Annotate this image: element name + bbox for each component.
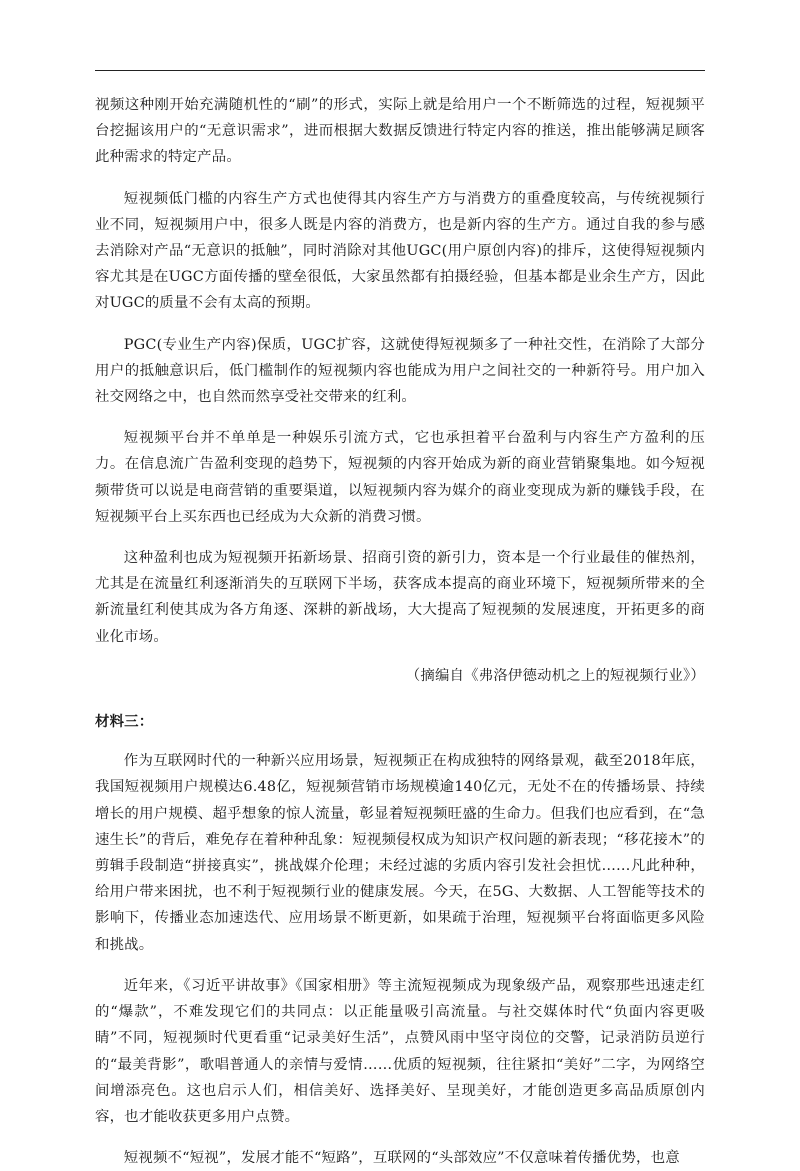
paragraph: 作为互联网时代的一种新兴应用场景，短视频正在构成独特的网络景观，截至2018年底，我国短视频用户规模达6.48亿，短视频营销市场规模逾140亿元，无处不在的传播场景、持续增长的用户规模、超乎想象的惊人流量，彰显着短视频旺盛的生命力。但我们也应看到，在“急速生长”的背后，难免存在着种种乱象：短视频侵权成为知识产权问题的新表现；“移花接木”的剪辑手段制造“拼接真实”，挑战媒介伦理；未经过滤的劣质内容引发社会担忧……凡此种种，给用户带来困扰，也不利于短视频行业的健康发展。今天，在5G、大数据、人工智能等技术的影响下，传播业态加速迭代、应用场景不断更新，如果疏于治理，短视频平台将面临更多风险和挑战。 bbox=[95, 753, 705, 953]
paragraph: 这种盈利也成为短视频开拓新场景、招商引资的新引力，资本是一个行业最佳的催热剂，尤其是在流量红利逐渐消失的互联网下半场，获客成本提高的商业环境下，短视频所带来的全新流量红利使其成为各方角逐、深耕的新战场，大大提高了短视频的发展速度，开拓更多的商业化市场。 bbox=[95, 550, 705, 645]
paragraph: 近年来，《习近平讲故事》《国家相册》等主流短视频成为现象级产品，观察那些迅速走红的“爆款”，不难发现它们的共同点：以正能量吸引高流量。与社交媒体时代“负面内容更吸睛”不同，短视频时代更看重“记录美好生活”，点赞风雨中坚守岗位的交警，记录消防员逆行的“最美背影”，歌唱普通人的亲情与爱情……优质的短视频，往往紧扣“美好”二字，为网络空间增添亮色。这也启示人们，相信美好、选择美好、呈现美好，才能创造更多高品质原创内容，也才能收获更多用户点赞。 bbox=[95, 977, 705, 1125]
paragraph: 短视频低门槛的内容生产方式也使得其内容生产方与消费方的重叠度较高，与传统视频行业不同，短视频用户中，很多人既是内容的消费方，也是新内容的生产方。通过自我的参与感去消除对产品“无意识的抵触”，同时消除对其他UGC(用户原创内容)的排斥，这使得短视频内容尤其是在UGC方面传播的壁垒很低，大家虽然都有拍摄经验，但基本都是业余生产方，因此对UGC的质量不会有太高的预期。 bbox=[95, 190, 705, 312]
paragraph-continued: 视频这种刚开始充满随机性的“刷”的形式，实际上就是给用户一个不断筛选的过程，短视频平台挖掘该用户的“无意识需求”，进而根据大数据反馈进行特定内容的推送，推出能够满足顾客此种需求的特定产品。 bbox=[95, 97, 705, 166]
document-body bbox=[95, 92, 705, 1171]
source-citation: （摘编自《弗洛伊德动机之上的短视频行业》） bbox=[405, 667, 705, 684]
paragraph-truncated: 短视频不“短视”，发展才能不“短路”，互联网的“头部效应”不仅意味着传播优势，也意 bbox=[123, 1150, 680, 1167]
header-rule bbox=[95, 70, 705, 71]
paragraph: 短视频平台并不单单是一种娱乐引流方式，它也承担着平台盈利与内容生产方盈利的压力。在信息流广告盈利变现的趋势下，短视频的内容开始成为新的商业营销聚集地。如今短视频带货可以说是电商营销的重要渠道，以短视频内容为媒介的商业变现成为新的赚钱手段，在短视频平台上买东西也已经成为大众新的消费习惯。 bbox=[95, 430, 705, 525]
section-heading: 材料三： bbox=[95, 714, 154, 731]
paragraph: PGC(专业生产内容)保质，UGC扩容，这就使得短视频多了一种社交性，在消除了大部分用户的抵触意识后，低门槛制作的短视频内容也能成为用户之间社交的一种新符号。用户加入社交网络之中，也自然而然享受社交带来的红利。 bbox=[95, 336, 705, 406]
